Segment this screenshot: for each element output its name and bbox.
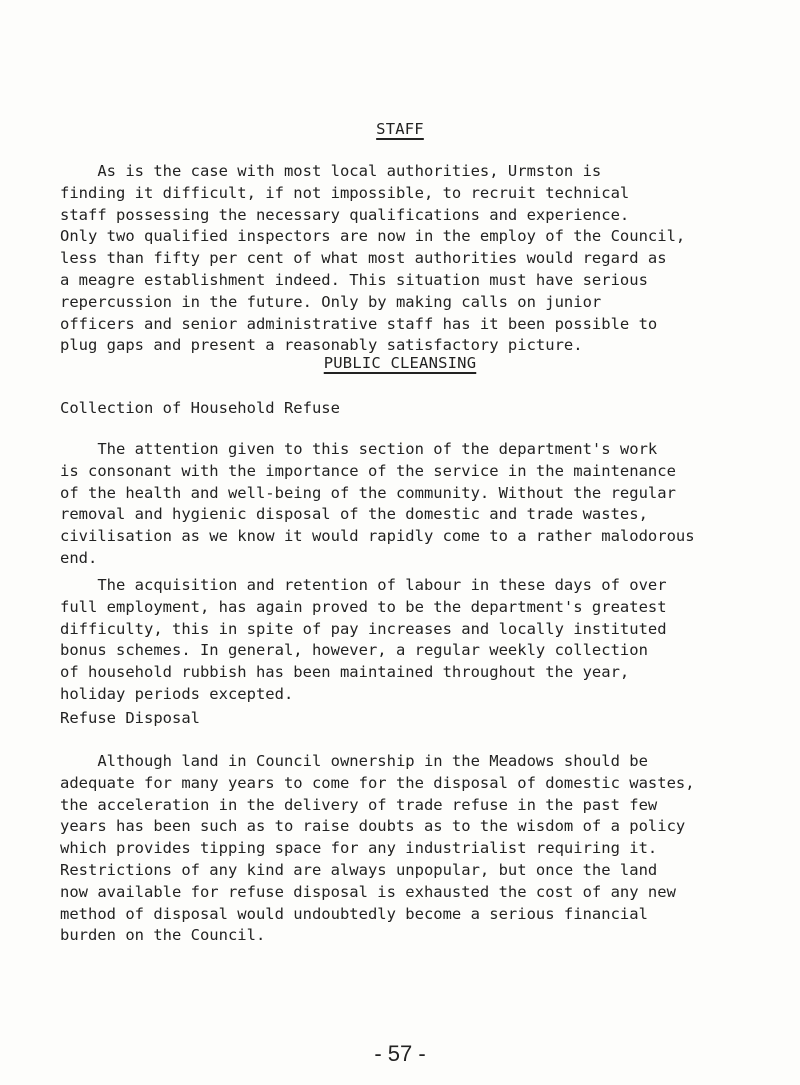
text-line: Only two qualified inspectors are now in the employ of the Council, bbox=[60, 227, 686, 246]
text-line: of household rubbish has been maintained throughout the year, bbox=[60, 663, 630, 682]
public-cleansing-heading bbox=[0, 352, 800, 374]
text-line: bonus schemes. In general, however, a regular weekly collection bbox=[60, 641, 648, 660]
text-line: civilisation as we know it would rapidly come to a rather malodorous bbox=[60, 527, 695, 546]
text-line: removal and hygienic disposal of the domestic and trade wastes, bbox=[60, 505, 648, 524]
text-line: repercussion in the future. Only by making calls on junior bbox=[60, 292, 602, 311]
text-line: holiday periods excepted. bbox=[60, 684, 294, 703]
collection-subheading: Collection of Household Refuse bbox=[60, 399, 340, 417]
collection-paragraph-1 bbox=[60, 439, 750, 570]
text-line: method of disposal would undoubtedly become a serious financial bbox=[60, 904, 648, 923]
text-line: finding it difficult, if not impossible, to recruit technical bbox=[60, 183, 630, 202]
text-line: burden on the Council. bbox=[60, 926, 266, 945]
text-line: end. bbox=[60, 548, 98, 567]
text-line: Although land in Council ownership in the Meadows should be bbox=[60, 752, 648, 770]
text-line: of the health and well-being of the community. Without the regular bbox=[60, 483, 676, 502]
text-line: full employment, has again proved to be the department's greatest bbox=[60, 597, 667, 616]
text-line: difficulty, this in spite of pay increases and locally instituted bbox=[60, 619, 667, 638]
text-line: now available for refuse disposal is exhausted the cost of any new bbox=[60, 882, 676, 901]
refuse-disposal-subheading: Refuse Disposal bbox=[60, 709, 200, 727]
text-line: plug gaps and present a reasonably satisfactory picture. bbox=[60, 336, 583, 355]
text-line: years has been such as to raise doubts as to the wisdom of a policy bbox=[60, 817, 686, 836]
text-line: a meagre establishment indeed. This situation must have serious bbox=[60, 270, 648, 289]
text-line: adequate for many years to come for the disposal of domestic wastes, bbox=[60, 773, 695, 792]
text-line: less than fifty per cent of what most authorities would regard as bbox=[60, 249, 667, 268]
text-line: the acceleration in the delivery of trade refuse in the past few bbox=[60, 795, 658, 814]
staff-heading bbox=[0, 118, 800, 140]
staff-heading-text: STAFF bbox=[376, 120, 424, 138]
text-line: The attention given to this section of the department's work bbox=[60, 440, 658, 458]
page-number: - 57 - bbox=[374, 1041, 426, 1066]
text-line: which provides tipping space for any industrialist requiring it. bbox=[60, 839, 658, 858]
text-line: staff possessing the necessary qualifications and experience. bbox=[60, 205, 630, 224]
collection-paragraph-2 bbox=[60, 575, 750, 706]
public-cleansing-heading-text: PUBLIC CLEANSING bbox=[323, 354, 477, 372]
text-line: officers and senior administrative staff has it been possible to bbox=[60, 314, 658, 333]
text-line: Restrictions of any kind are always unpopular, but once the land bbox=[60, 860, 658, 879]
text-line: As is the case with most local authorities, Urmston is bbox=[60, 162, 602, 180]
text-line: The acquisition and retention of labour in these days of over bbox=[60, 576, 667, 594]
staff-paragraph bbox=[60, 161, 750, 357]
text-line: is consonant with the importance of the service in the maintenance bbox=[60, 461, 676, 480]
refuse-disposal-paragraph bbox=[60, 751, 750, 947]
